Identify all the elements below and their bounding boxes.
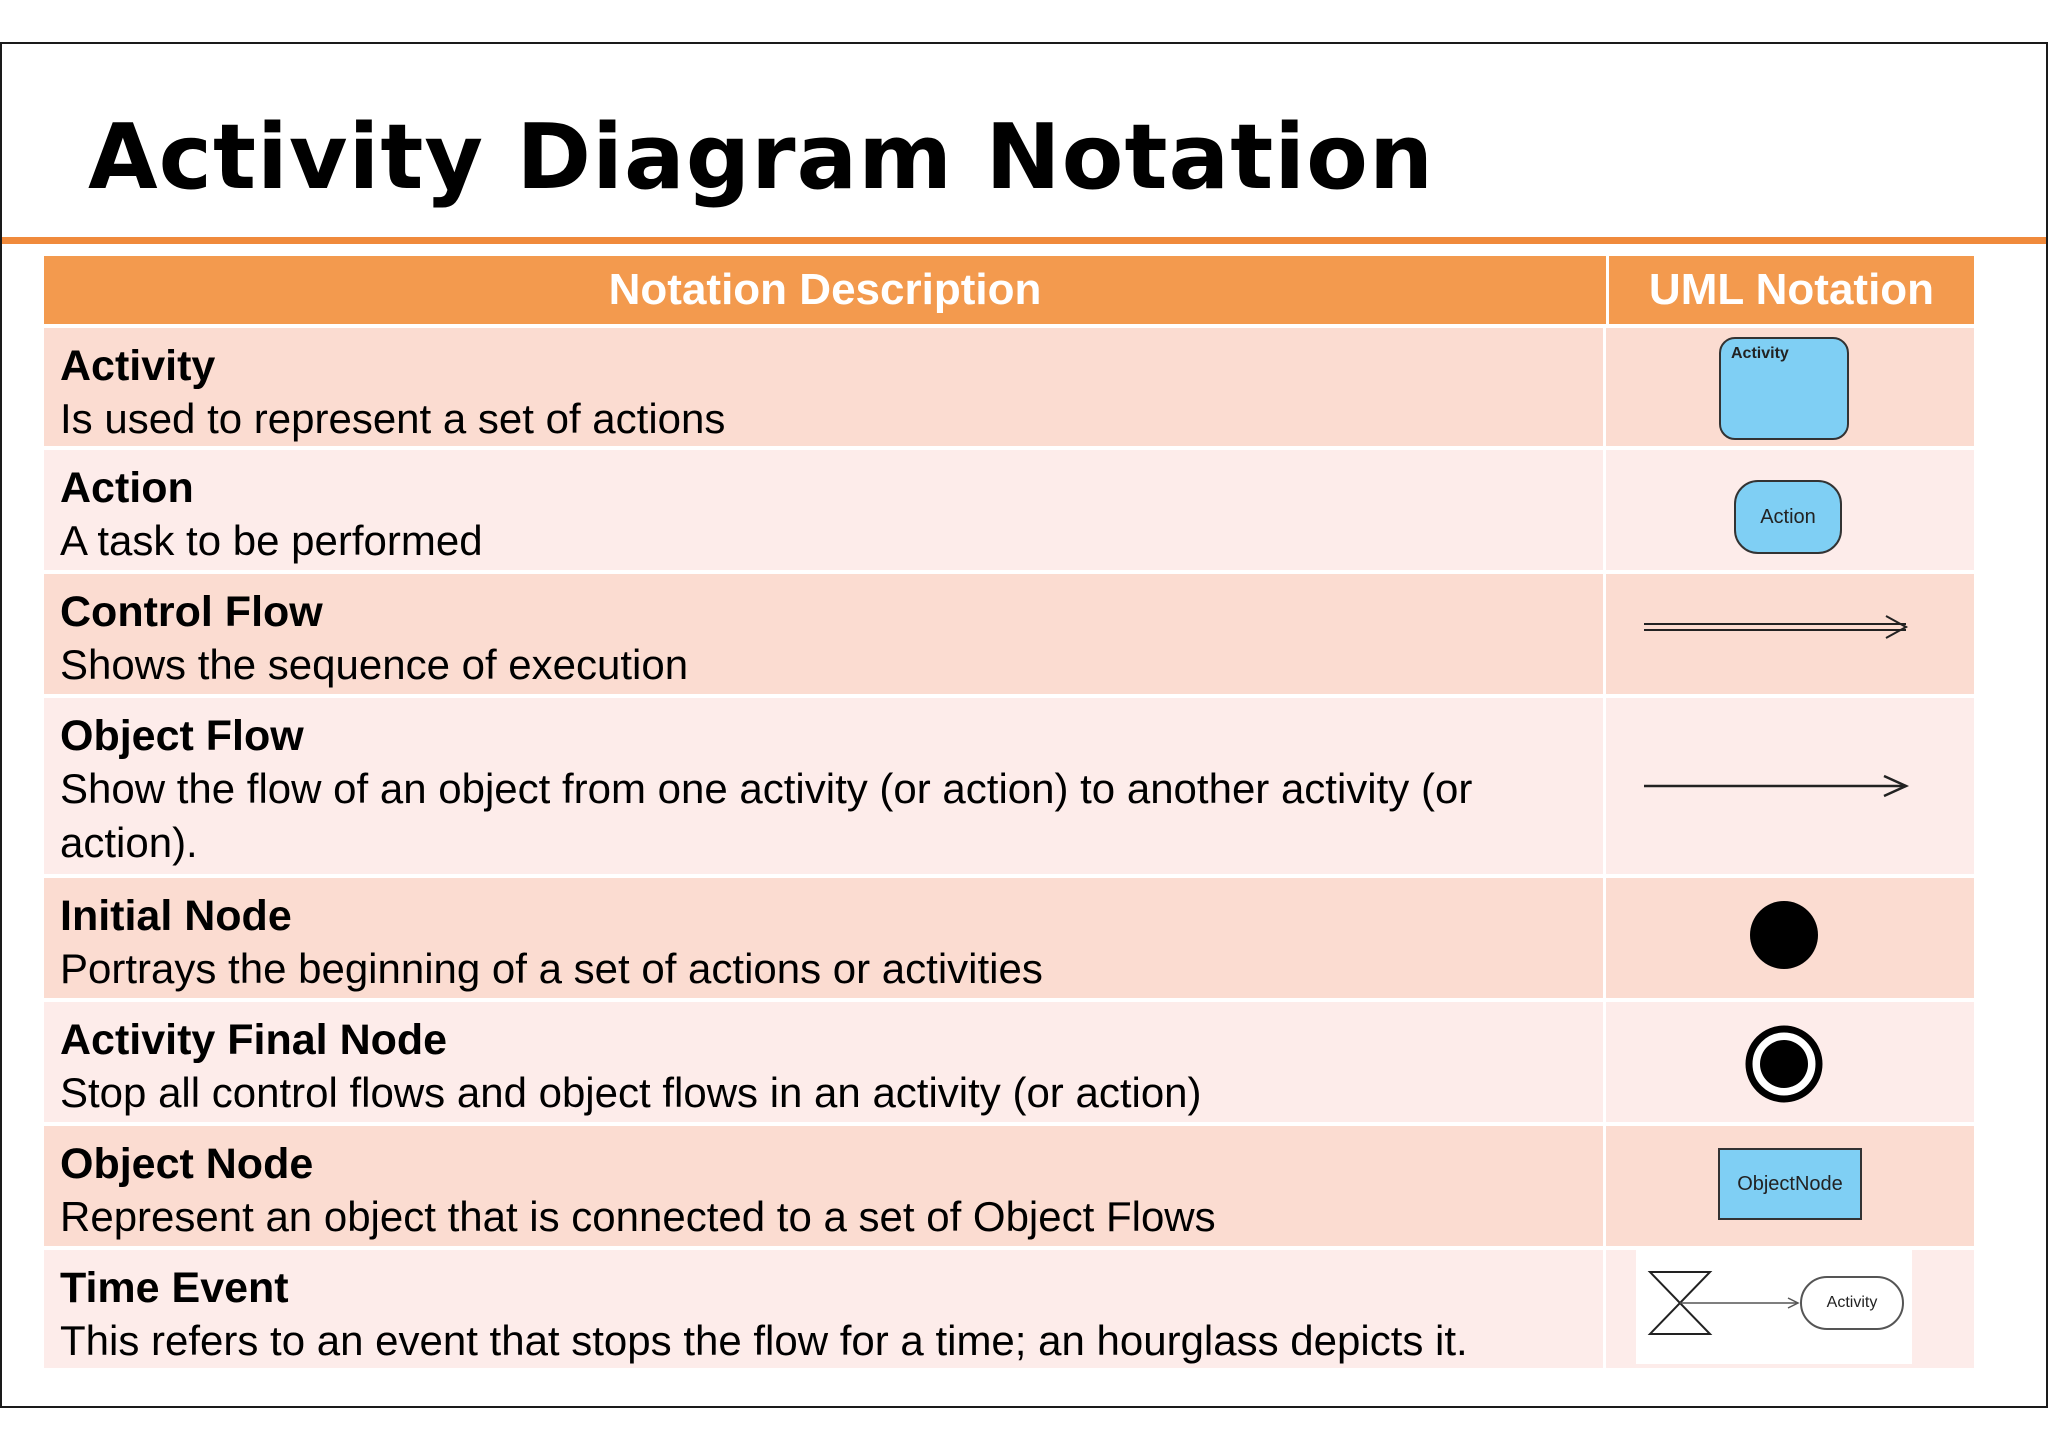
notation-description: A task to be performed [60,517,483,564]
description-cell [44,698,1606,874]
table-row [44,324,1974,446]
time-event-diagram [1636,1250,1912,1364]
notation-description: Portrays the beginning of a set of actions or activities [60,945,1043,992]
table-header [44,256,1974,324]
symbol-cell [1606,878,1974,998]
table-row [44,998,1974,1122]
symbol-cell [1606,328,1974,446]
symbol-cell [1606,1126,1974,1246]
description-cell [44,574,1606,694]
activity-box-label: Activity [1731,345,1789,362]
notation-name: Activity Final Node [60,1016,448,1064]
table-row [44,570,1974,694]
description-cell [44,1002,1606,1122]
initial-node-icon [1606,878,1966,998]
notation-name: Initial Node [60,892,292,940]
control-flow-arrow-icon [1606,574,1966,694]
notation-description: Is used to represent a set of actions [60,395,726,442]
description-cell [44,1250,1606,1368]
notation-name: Object Node [60,1140,314,1188]
symbol-cell [1606,450,1974,570]
activity-final-node-icon [1606,1002,1966,1122]
header-notation: UML Notation [1648,265,1935,314]
notation-name: Activity [60,342,216,390]
object-node-icon: ObjectNode [1718,1148,1862,1220]
description-cell [44,328,1606,446]
notation-description: Stop all control flows and object flows in an activity (or action) [60,1069,1202,1116]
notation-description: Represent an object that is connected to a set of Object Flows [60,1193,1216,1240]
symbol-cell [1606,574,1974,694]
object-flow-arrow-icon [1606,698,1966,874]
page-title: Activity Diagram Notation [88,105,1435,210]
time-event-activity-pill: Activity [1800,1276,1904,1330]
notation-description: Show the flow of an object from one activity (or action) to another activity (or action). [60,765,1473,866]
symbol-cell [1606,1250,1974,1368]
symbol-cell [1606,698,1974,874]
description-cell [44,450,1606,570]
notation-name: Action [60,464,194,512]
table-row [44,694,1974,874]
notation-description: This refers to an event that stops the flow for a time; an hourglass depicts it. [60,1317,1468,1364]
notation-name: Time Event [60,1264,289,1312]
title-divider [2,237,2046,244]
notation-description: Shows the sequence of execution [60,641,689,688]
table-row [44,1122,1974,1246]
action-box-icon: Action [1734,480,1842,554]
notation-name: Object Flow [60,712,304,760]
header-description: Notation Description [44,256,1609,324]
table-row [44,446,1974,570]
description-cell [44,878,1606,998]
description-cell [44,1126,1606,1246]
activity-box-icon [1719,337,1849,440]
table-row [44,874,1974,998]
notation-table [44,256,1974,1368]
notation-name: Control Flow [60,588,323,636]
table-row [44,1246,1974,1368]
symbol-cell [1606,1002,1974,1122]
